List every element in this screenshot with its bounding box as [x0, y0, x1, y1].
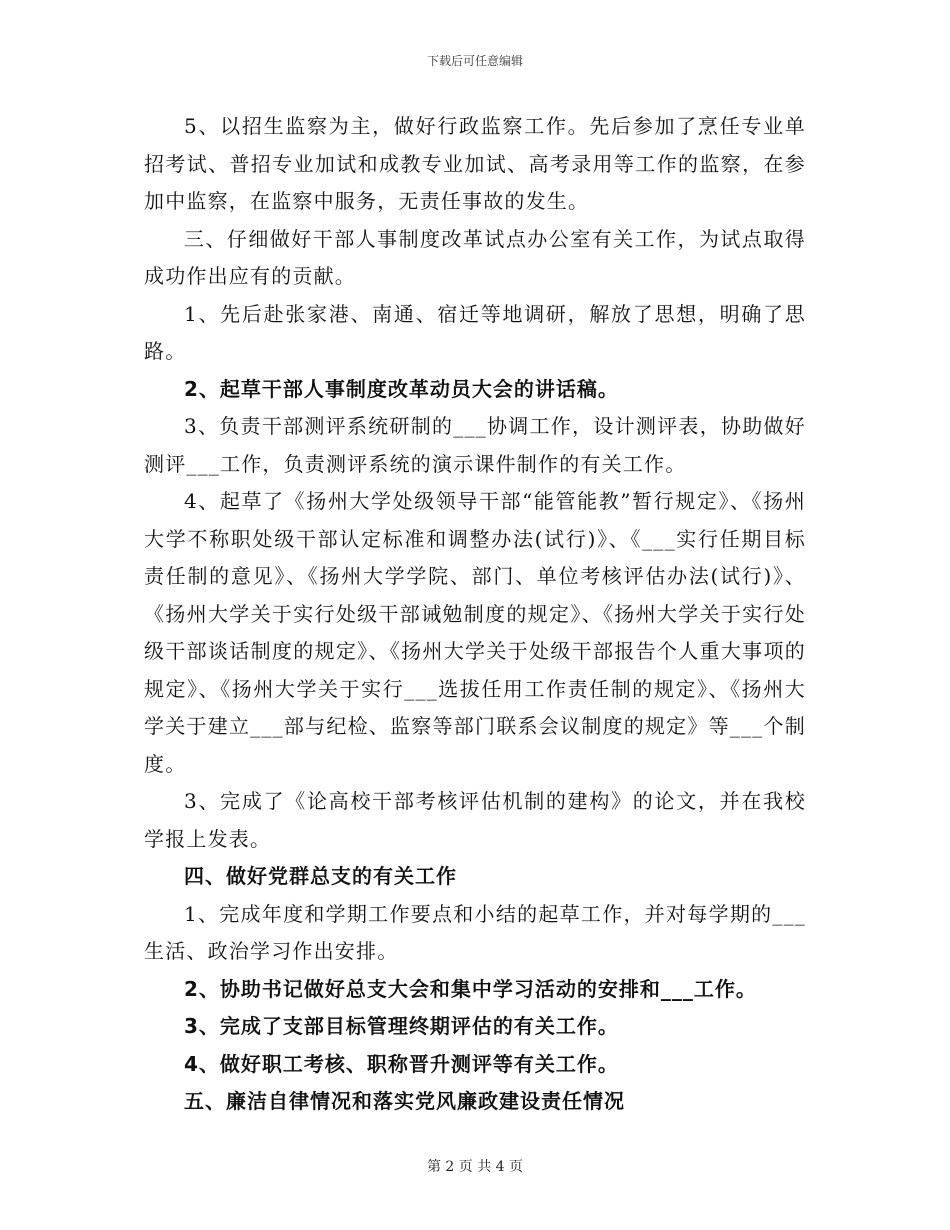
- paragraph-assessment-item-3: 3、完成了支部目标管理终期评估的有关工作。: [184, 1014, 619, 1038]
- paragraph-thesis-item-3: 3、完成了《论高校干部考核评估机制的建构》的论文，并在我校学报上发表。: [144, 789, 806, 851]
- page-number-footer: 第 2 页 共 4 页: [426, 1159, 524, 1175]
- section-heading-four: 四、做好党群总支的有关工作: [184, 864, 457, 888]
- paragraph-research-item-1: 1、先后赴张家港、南通、宿迁等地调研，解放了思想，明确了思路。: [144, 301, 806, 363]
- document-body: [144, 108, 806, 1121]
- paragraph-assist-item-2: 2、协助书记做好总支大会和集中学习活动的安排和___工作。: [184, 976, 757, 1001]
- paragraph-regulations-item-4: 4、起草了《扬州大学处级领导干部“能管能教”暂行规定》、《扬州大学不称职处级干部认定标准和调整办法(试行)》、《___实行任期目标责任制的意见》、《扬州大学学院、部门、单位考核评估办法(试行)》、《扬州大学关于实行处级干部诫勉制度的规定》、《扬州大学关于实行处级干部谈话制度的规定》、《扬州大学关于处级干部报告个人重大事项的规定》、《扬州大学关于实行___选拔任用工作责任制的规定》、《扬州大学关于建立___部与纪检、监察等部门联系会议制度的规定》等___个制度。: [144, 489, 806, 776]
- section-heading-three: 三、仔细做好干部人事制度改革试点办公室有关工作，为试点取得成功作出应有的贡献。: [144, 226, 806, 288]
- page-header: 下载后可任意编辑: [426, 54, 523, 68]
- paragraph-plan-item-1: 1、完成年度和学期工作要点和小结的起草工作，并对每学期的___生活、政治学习作出安排。: [144, 901, 806, 963]
- paragraph-supervision-item-5: 5、以招生监察为主，做好行政监察工作。先后参加了烹任专业单招考试、普招专业加试和成教专业加试、高考录用等工作的监察，在参加中监察，在监察中服务，无责任事故的发生。: [144, 114, 806, 213]
- section-heading-five: 五、廉洁自律情况和落实党风廉政建设责任情况: [184, 1089, 625, 1113]
- paragraph-speech-item-2: 2、起草干部人事制度改革动员大会的讲话稿。: [184, 376, 619, 401]
- paragraph-staff-item-4: 4、做好职工考核、职称晋升测评等有关工作。: [184, 1051, 619, 1076]
- paragraph-evaluation-item-3: 3、负责干部测评系统研制的___协调工作，设计测评表，协助做好测评___工作，负责测评系统的演示课件制作的有关工作。: [144, 414, 806, 476]
